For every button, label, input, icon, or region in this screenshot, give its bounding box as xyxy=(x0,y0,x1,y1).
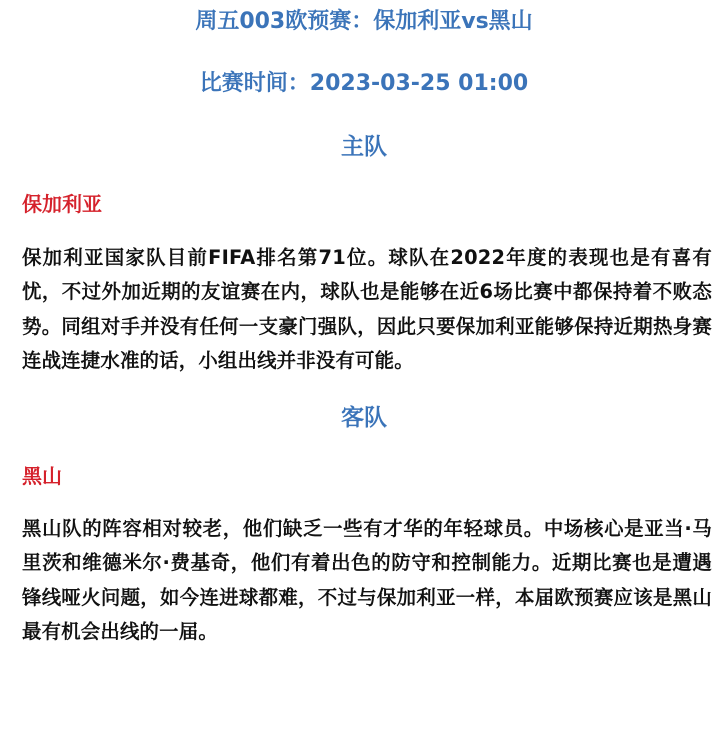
home-team-description: 保加利亚国家队目前FIFA排名第71位。球队在2022年度的表现也是有喜有忧，不过外加近期的友谊赛在内，球队也是能够在近6场比赛中都保持着不败态势。同组对手并没有任何一支豪门强队，因此只要保加利亚能够保持近期热身赛连战连捷水准的话，小组出线并非没有可能。 xyxy=(22,246,712,372)
away-team-description: 黑山队的阵容相对较老，他们缺乏一些有才华的年轻球员。中场核心是亚当·马里茨和维德米尔·费基奇，他们有着出色的防守和控制能力。近期比赛也是遭遇锋线哑火问题，如今连进球都难，不过与保加利亚一样，本届欧预赛应该是黑山最有机会出线的一届。 xyxy=(22,517,712,643)
home-section-heading: 主队 xyxy=(341,134,387,160)
away-team-name: 黑山 xyxy=(22,464,62,488)
match-time: 比赛时间：2023-03-25 01:00 xyxy=(199,71,529,96)
away-section-heading: 客队 xyxy=(341,405,387,431)
match-title: 周五003欧预赛：保加利亚vs黑山 xyxy=(195,9,533,34)
home-team-name: 保加利亚 xyxy=(22,192,102,216)
